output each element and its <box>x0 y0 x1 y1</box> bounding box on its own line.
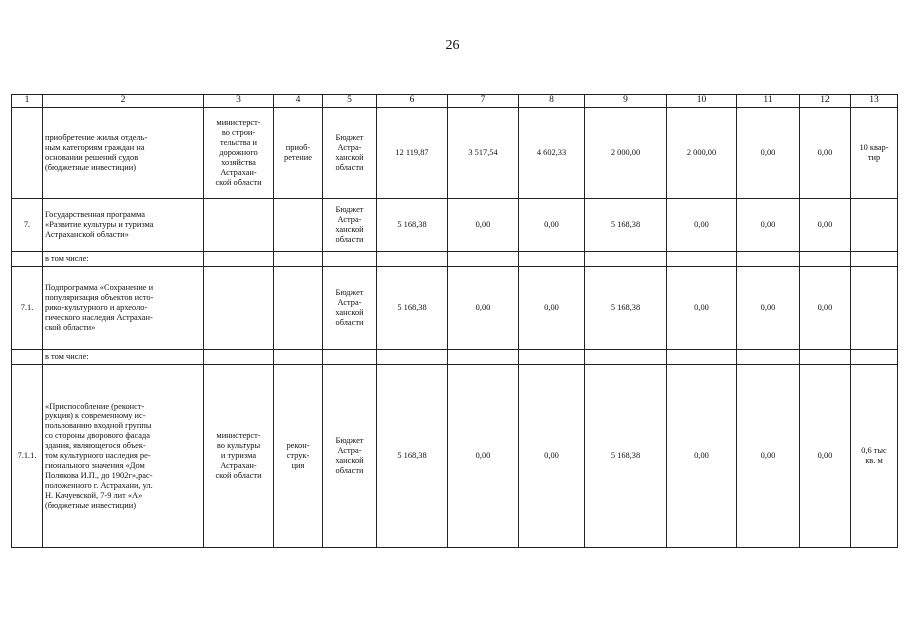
table-row <box>12 108 898 199</box>
table-row <box>12 199 898 252</box>
row-number-cell <box>12 108 43 199</box>
empty-cell <box>667 252 737 267</box>
empty-cell <box>377 252 448 267</box>
empty-cell <box>851 350 898 365</box>
row-number-cell <box>12 252 43 267</box>
description-cell: Подпрограмма «Сохранение и популяризация объектов исто- рико-культурного и археоло- гического наследия Астрахан- ской области» <box>43 267 204 350</box>
value-cell: 3 517,54 <box>448 108 519 199</box>
empty-cell <box>204 350 274 365</box>
table-row <box>12 267 898 350</box>
subtotal-label-cell: в том числе: <box>43 252 204 267</box>
executor-cell: министерст- во строи- тельства и дорожного хозяйства Астрахан- ской области <box>204 108 274 199</box>
indicator-cell <box>851 199 898 252</box>
value-cell: 0,00 <box>448 199 519 252</box>
value-cell: 0,00 <box>800 365 851 548</box>
description-cell: «Приспособление (реконст- рукция) к современному ис- пользованию входной группы со стороны дворового фасада здания, являющегося объек- том культурного наследия ре- гионального значения «Дом Полякова И.П., до 1902г»,рас- положенного г. Астрахани, ул. Н. Качуевской, 7-9 лит «А» (бюджетные инвестиции) <box>43 365 204 548</box>
indicator-cell: 10 квар- тир <box>851 108 898 199</box>
executor-cell <box>204 199 274 252</box>
empty-cell <box>204 252 274 267</box>
source-cell: Бюджет Астра- ханской области <box>323 199 377 252</box>
value-cell: 5 168,38 <box>377 267 448 350</box>
value-cell: 4 602,33 <box>519 108 585 199</box>
table-row <box>12 365 898 548</box>
source-cell: Бюджет Астра- ханской области <box>323 365 377 548</box>
executor-cell <box>204 267 274 350</box>
value-cell: 0,00 <box>519 365 585 548</box>
table-row <box>12 252 898 267</box>
empty-cell <box>448 252 519 267</box>
empty-cell <box>519 350 585 365</box>
value-cell: 0,00 <box>800 108 851 199</box>
value-cell: 0,00 <box>519 199 585 252</box>
value-cell: 5 168,38 <box>377 365 448 548</box>
subtotal-label-cell: в том числе: <box>43 350 204 365</box>
value-cell: 12 119,87 <box>377 108 448 199</box>
column-header: 3 <box>204 95 274 108</box>
row-number-cell: 7. <box>12 199 43 252</box>
empty-cell <box>585 252 667 267</box>
value-cell: 5 168,38 <box>585 267 667 350</box>
page-number: 26 <box>445 38 460 53</box>
column-header: 2 <box>43 95 204 108</box>
value-cell: 2 000,00 <box>585 108 667 199</box>
value-cell: 0,00 <box>737 108 800 199</box>
type-cell: рекон- струк- ция <box>274 365 323 548</box>
value-cell: 0,00 <box>737 267 800 350</box>
column-header: 8 <box>519 95 585 108</box>
empty-cell <box>851 252 898 267</box>
value-cell: 5 168,38 <box>585 365 667 548</box>
value-cell: 5 168,38 <box>585 199 667 252</box>
empty-cell <box>800 350 851 365</box>
value-cell: 2 000,00 <box>667 108 737 199</box>
value-cell: 0,00 <box>448 365 519 548</box>
empty-cell <box>737 252 800 267</box>
row-number-cell: 7.1.1. <box>12 365 43 548</box>
source-cell: Бюджет Астра- ханской области <box>323 108 377 199</box>
column-header: 7 <box>448 95 519 108</box>
row-number-cell: 7.1. <box>12 267 43 350</box>
column-header: 12 <box>800 95 851 108</box>
empty-cell <box>737 350 800 365</box>
empty-cell <box>667 350 737 365</box>
value-cell: 5 168,38 <box>377 199 448 252</box>
empty-cell <box>274 350 323 365</box>
empty-cell <box>519 252 585 267</box>
value-cell: 0,00 <box>737 365 800 548</box>
empty-cell <box>800 252 851 267</box>
value-cell: 0,00 <box>667 267 737 350</box>
executor-cell: министерст- во культуры и туризма Астрахан- ской области <box>204 365 274 548</box>
budget-table <box>11 94 898 548</box>
column-header: 13 <box>851 95 898 108</box>
value-cell: 0,00 <box>448 267 519 350</box>
empty-cell <box>377 350 448 365</box>
table-header-row <box>12 95 898 108</box>
column-header: 1 <box>12 95 43 108</box>
type-cell <box>274 199 323 252</box>
indicator-cell: 0,6 тыс кв. м <box>851 365 898 548</box>
value-cell: 0,00 <box>800 199 851 252</box>
empty-cell <box>323 350 377 365</box>
value-cell: 0,00 <box>800 267 851 350</box>
value-cell: 0,00 <box>737 199 800 252</box>
column-header: 4 <box>274 95 323 108</box>
column-header: 11 <box>737 95 800 108</box>
source-cell: Бюджет Астра- ханской области <box>323 267 377 350</box>
type-cell <box>274 267 323 350</box>
empty-cell <box>448 350 519 365</box>
value-cell: 0,00 <box>667 199 737 252</box>
empty-cell <box>274 252 323 267</box>
column-header: 10 <box>667 95 737 108</box>
value-cell: 0,00 <box>667 365 737 548</box>
description-cell: Государственная программа «Развитие культуры и туризма Астраханской области» <box>43 199 204 252</box>
column-header: 5 <box>323 95 377 108</box>
row-number-cell <box>12 350 43 365</box>
table-row <box>12 350 898 365</box>
column-header: 6 <box>377 95 448 108</box>
value-cell: 0,00 <box>519 267 585 350</box>
empty-cell <box>323 252 377 267</box>
description-cell: приобретение жилья отдель- ным категориям граждан на основании решений судов (бюджетные инвестиции) <box>43 108 204 199</box>
indicator-cell <box>851 267 898 350</box>
type-cell: приоб- ретение <box>274 108 323 199</box>
column-header: 9 <box>585 95 667 108</box>
empty-cell <box>585 350 667 365</box>
